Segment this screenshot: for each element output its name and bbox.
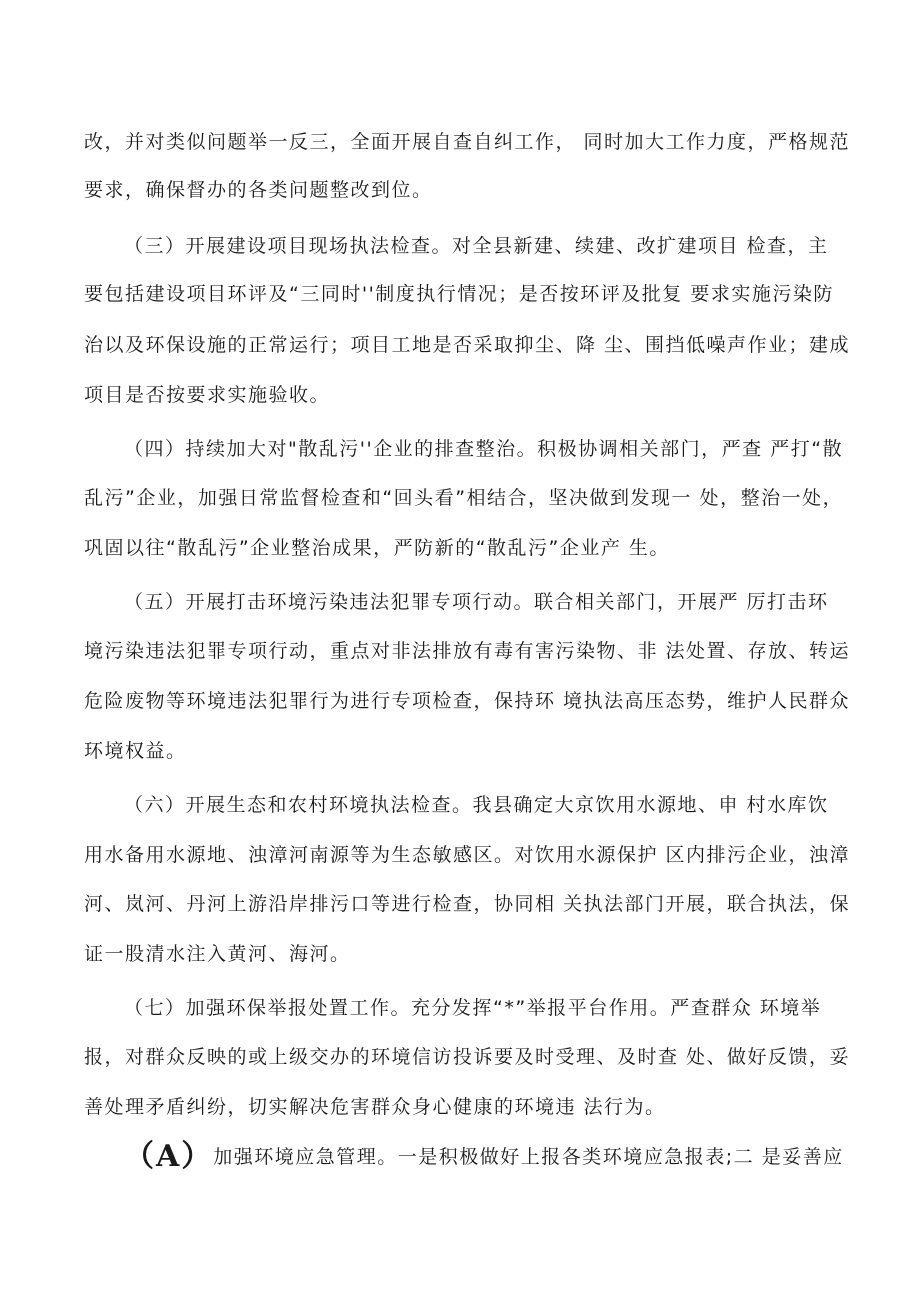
text-line: 治以及环保设施的正常运行；项目工地是否采取抑尘、降 尘、围挡低噪声作业；建成 [84,334,851,356]
text-line: 善处理矛盾纠纷，切实解决危害群众身心健康的环境违 法行为。 [84,1096,666,1118]
section-marker: （A） [124,1139,214,1174]
text-line: 乱污”企业，加强日常监督检查和“回头看”相结合，坚决做到发现一 处，整治一处， [84,487,844,509]
paragraph-heading-6: （六）开展生态和农村环境执法检查。我县确定大京饮用水源地、申 村水库饮 [124,794,829,816]
text-line: 危险废物等环境违法犯罪行为进行专项检查，保持环 境执法高压态势，维护人民群众 [84,690,851,712]
text-line: 证一股清水注入黄河、海河。 [84,943,351,965]
section-marker-text: 加强环境应急管理。一是积极做好上报各类环境应急报表;二 是妥善应 [213,1146,844,1168]
paragraph-heading-5: （五）开展打击环境污染违法犯罪专项行动。联合相关部门，开展严 厉打击环 [124,591,829,613]
text-line: 改，并对类似问题举一反三，全面开展自查自纠工作， 同时加大工作力度，严格规范 [84,131,851,153]
text-line: 河、岚河、丹河上游沿岸排污口等进行检查，协同相 关执法部门开展，联合执法，保 [84,893,851,915]
text-line: 要求，确保督办的各类问题整改到位。 [84,179,433,201]
text-line: 要包括建设项目环评及“三同时''制度执行情况；是否按环评及批复 要求实施污染防 [84,283,834,305]
paragraph-heading-4: （四）持续加大对"散乱污''企业的排查整治。积极协调相关部门，严查 严打“散 [124,438,844,460]
paragraph-heading-3: （三）开展建设项目现场执法检查。对全县新建、续建、改扩建项目 检查，主 [124,235,829,257]
paragraph-heading-7: （七）加强环保举报处置工作。充分发挥“*”举报平台作用。严查群众 环境举 [124,997,822,1019]
text-line: 巩固以往“散乱污”企业整治成果，严防新的“散乱污”企业产 生。 [84,537,670,559]
text-line: 境污染违法犯罪专项行动，重点对非法排放有毒有害污染物、非 法处置、存放、转运 [84,640,851,662]
text-line: 环境权益。 [84,740,187,762]
text-line: 项目是否按要求实施验收。 [84,384,331,406]
text-line: 用水备用水源地、浊漳河南源等为生态敏感区。对饮用水源保护 区内排污企业，浊漳 [84,844,851,866]
paragraph-heading-8 [124,1139,844,1174]
text-line: 报，对群众反映的或上级交办的环境信访投诉要及时受理、及时查 处、做好反馈，妥 [84,1046,851,1068]
